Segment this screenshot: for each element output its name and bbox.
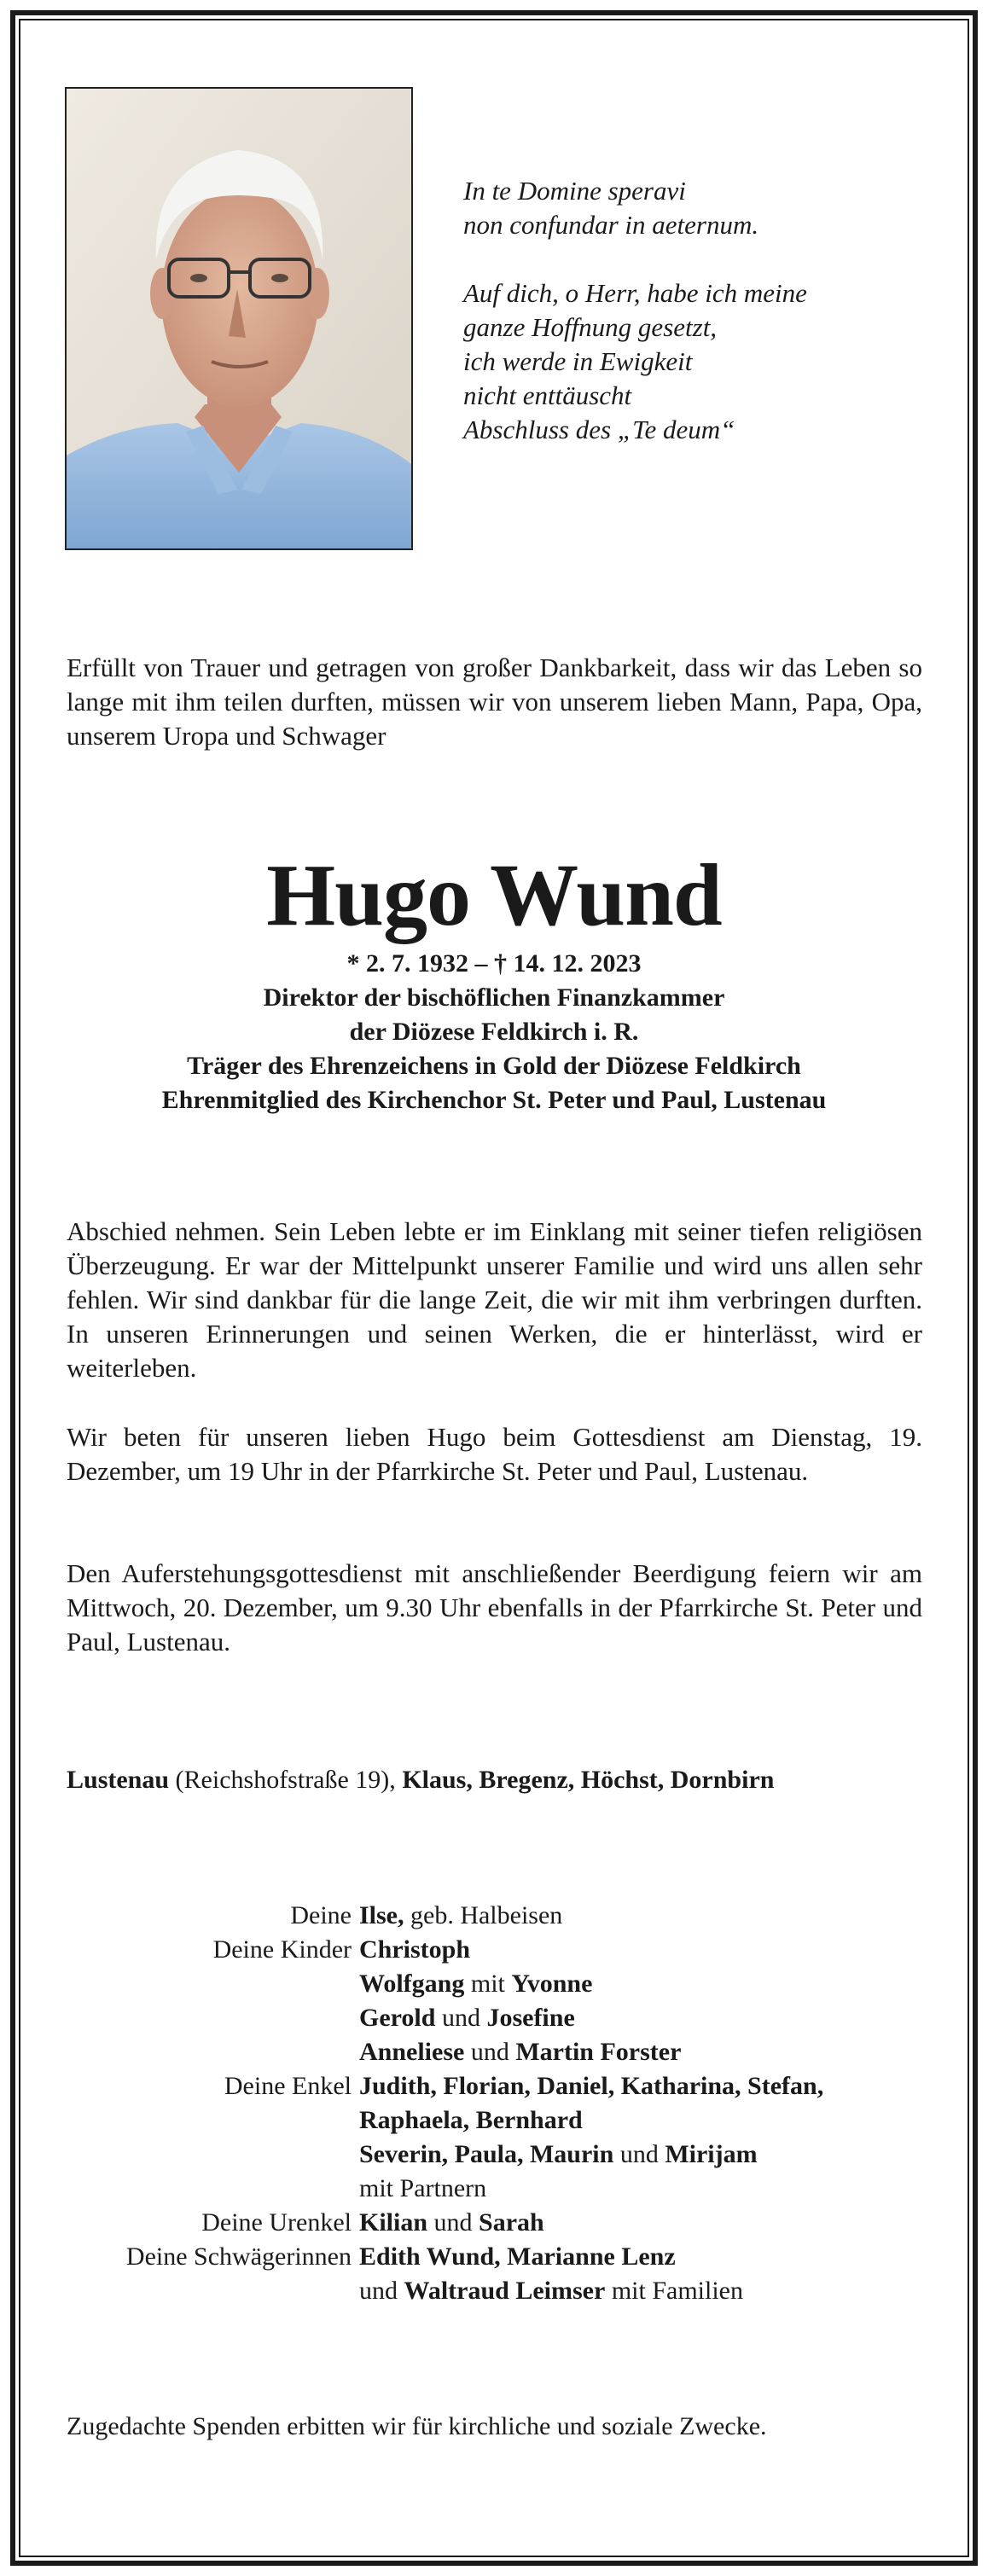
- place-address: (Reichshofstraße 19),: [169, 1766, 403, 1794]
- family-names: [359, 2035, 681, 2069]
- family-member-name: Wolfgang: [359, 1970, 465, 1998]
- family-names: [359, 2240, 676, 2274]
- family-names: [359, 2069, 823, 2103]
- family-member-name: Edith Wund, Marianne Lenz: [359, 2242, 676, 2271]
- family-relation: [0, 1967, 359, 2001]
- place-others: Klaus, Bregenz, Höchst, Dornbirn: [402, 1766, 775, 1794]
- family-connector: und: [427, 2208, 479, 2237]
- donation-note: Zugedachte Spenden erbitten wir für kirchliche und soziale Zwecke.: [67, 2412, 767, 2440]
- family-row: [0, 2138, 988, 2172]
- family-relation: [0, 2103, 359, 2138]
- family-member-name: Martin Forster: [515, 2038, 682, 2066]
- titles-block: [0, 947, 988, 1117]
- family-relation: Deine Urenkel: [201, 2208, 352, 2237]
- family-connector: mit: [464, 1970, 512, 1998]
- family-relation: [0, 2138, 359, 2172]
- family-connector: mit Familien: [605, 2277, 743, 2305]
- family-member-name: Christoph: [359, 1935, 471, 1964]
- deceased-name: Hugo Wund: [266, 846, 722, 944]
- intro-paragraph: Erfüllt von Trauer und getragen von großer Dankbarkeit, dass wir das Leben so lange mit ihm teilen durften, müssen wir von unserem lieben Mann, Papa, Opa, unserem Uropa und Schwager: [67, 653, 922, 751]
- portrait-photo: [65, 87, 413, 550]
- family-row: [0, 2103, 988, 2138]
- family-names: [359, 1967, 592, 2001]
- title-line: Direktor der bischöflichen Finanzkammer: [263, 983, 725, 1012]
- family-names: [359, 2274, 743, 2308]
- life-dates: * 2. 7. 1932 – † 14. 12. 2023: [346, 949, 642, 978]
- family-names: [359, 2206, 544, 2240]
- family-names: [359, 2001, 575, 2035]
- family-relation: [0, 2001, 359, 2035]
- family-relation: Deine Enkel: [224, 2072, 352, 2100]
- family-member-name: Mirijam: [665, 2140, 758, 2168]
- family-row: [0, 1933, 988, 1967]
- family-relation: Deine: [290, 1901, 352, 1929]
- family-member-name: Ilse,: [359, 1901, 404, 1929]
- family-names: [359, 2138, 758, 2172]
- family-row: [0, 2206, 988, 2240]
- family-row: [0, 2035, 988, 2069]
- family-member-name: Josefine: [486, 2004, 575, 2032]
- family-row: [0, 2001, 988, 2035]
- title-line: der Diözese Feldkirch i. R.: [349, 1018, 639, 1046]
- places-line: [67, 1763, 928, 1797]
- quote-latin-line: non confundar in aeternum.: [463, 210, 759, 240]
- family-row: [0, 2069, 988, 2103]
- family-member-name: Anneliese: [359, 2038, 465, 2066]
- family-connector: mit Partnern: [359, 2174, 487, 2202]
- family-connector: geb. Halbeisen: [404, 1901, 563, 1929]
- family-relation: [0, 2274, 359, 2308]
- family-row: [0, 2240, 988, 2274]
- body-paragraph: Den Auferstehungsgottesdienst mit anschließender Beerdigung feiern wir am Mittwoch, 20. Dezember, um 9.30 Uhr ebenfalls in der Pfarrkirche St. Peter und Paul, Lustenau.: [67, 1558, 922, 1656]
- quote-german-line: nicht enttäuscht: [463, 380, 632, 410]
- quote-german-line: ich werde in Ewigkeit: [463, 346, 693, 376]
- family-connector: und: [359, 2277, 404, 2305]
- family-member-name: Gerold: [359, 2004, 436, 2032]
- body-paragraph: Wir beten für unseren lieben Hugo beim Gottesdienst am Dienstag, 19. Dezember, um 19 Uhr in der Pfarrkirche St. Peter und Paul, Lustenau.: [67, 1422, 922, 1486]
- family-names: [359, 1933, 470, 1967]
- family-row: [0, 2172, 988, 2206]
- title-line: Träger des Ehrenzeichens in Gold der Diözese Feldkirch: [187, 1052, 801, 1080]
- family-connector: und: [435, 2004, 487, 2032]
- family-row: [0, 1899, 988, 1933]
- quote-latin-line: In te Domine speravi: [463, 176, 686, 206]
- family-connector: und: [464, 2038, 516, 2066]
- family-relation: Deine Kinder: [212, 1935, 352, 1964]
- family-relation: Deine Schwägerinnen: [125, 2242, 352, 2271]
- family-member-name: Kilian: [359, 2208, 428, 2237]
- family-list: [0, 1899, 988, 2308]
- quote-german-line: Abschluss des „Te deum“: [463, 415, 735, 444]
- family-member-name: Raphaela, Bernhard: [359, 2106, 583, 2134]
- family-names: [359, 2172, 486, 2206]
- place-town: Lustenau: [67, 1766, 170, 1794]
- quote-german-line: Auf dich, o Herr, habe ich meine: [463, 278, 807, 308]
- family-row: [0, 1967, 988, 2001]
- family-member-name: Severin, Paula, Maurin: [359, 2140, 614, 2168]
- family-connector: und: [613, 2140, 665, 2168]
- family-names: [359, 2103, 583, 2138]
- family-names: [359, 1899, 562, 1933]
- quote-german-line: ganze Hoffnung gesetzt,: [463, 312, 718, 342]
- family-member-name: Judith, Florian, Daniel, Katharina, Stefan,: [359, 2072, 824, 2100]
- family-relation: [0, 2172, 359, 2206]
- family-row: [0, 2274, 988, 2308]
- family-member-name: Yvonne: [511, 1970, 593, 1998]
- family-member-name: Waltraud Leimser: [404, 2277, 606, 2305]
- body-paragraph: Abschied nehmen. Sein Leben lebte er im Einklang mit seiner tiefen religiösen Überzeugung. Er war der Mittelpunkt unserer Familie und wird uns allen sehr fehlen. Wir sind dankbar für die lange Zeit, die wir mit ihm verbringen durften. In unseren Erinnerungen und seinen Werken, die er hinterlässt, wird er weiterleben.: [67, 1216, 922, 1383]
- title-line: Ehrenmitglied des Kirchenchor St. Peter und Paul, Lustenau: [161, 1086, 827, 1114]
- bible-quote: [463, 174, 924, 447]
- family-member-name: Sarah: [479, 2208, 544, 2237]
- family-relation: [0, 2035, 359, 2069]
